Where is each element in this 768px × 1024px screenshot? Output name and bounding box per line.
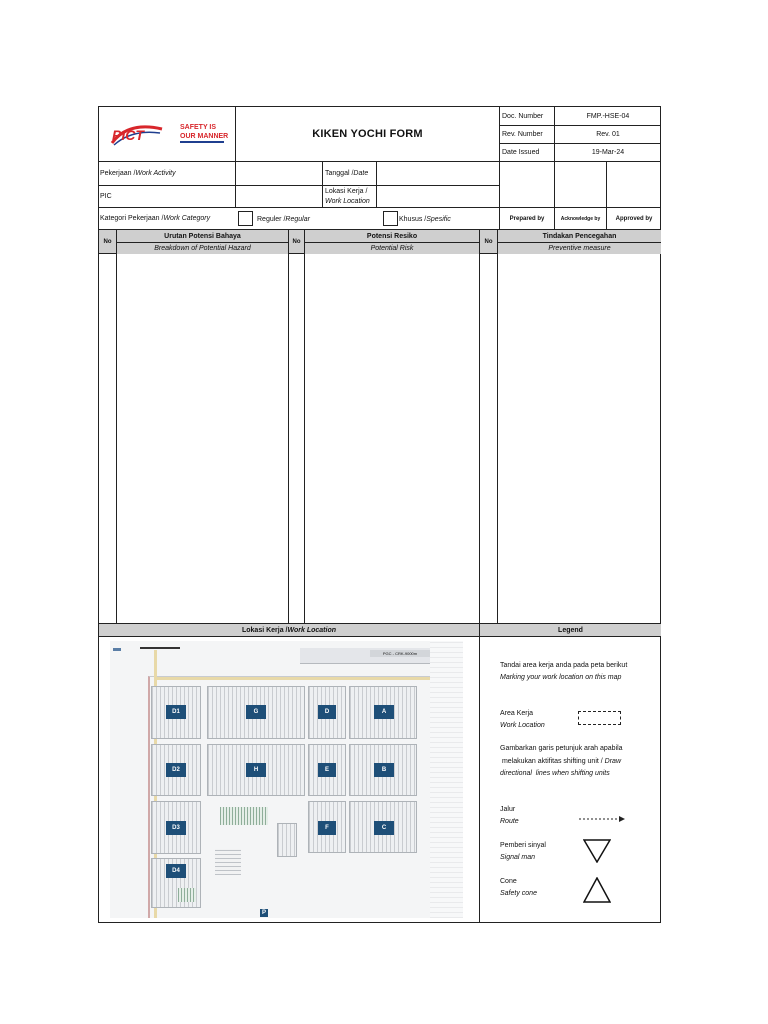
legend-route-label-en: Route bbox=[500, 818, 519, 825]
logo-cell bbox=[99, 107, 236, 162]
risk-column[interactable] bbox=[305, 254, 480, 624]
approved-by-label: Approved by bbox=[606, 208, 661, 230]
pic-label: PIC bbox=[99, 186, 236, 208]
no-column-1[interactable] bbox=[99, 254, 117, 624]
legend-draw bbox=[500, 743, 660, 781]
legend-cone-label: Cone bbox=[500, 878, 517, 885]
special-label-en: Spesific bbox=[426, 215, 451, 223]
map-green-area-2 bbox=[178, 888, 196, 902]
legend-route-label: Jalur bbox=[500, 806, 516, 813]
preventive-header-en: Preventive measure bbox=[498, 243, 661, 254]
slogan-line1: SAFETY IS bbox=[180, 124, 217, 131]
kiken-yochi-form bbox=[98, 106, 661, 923]
date-label-en: Date bbox=[353, 170, 369, 177]
map-gate-marker bbox=[113, 648, 121, 651]
legend-signal bbox=[500, 840, 580, 864]
location-label-en: Work Location bbox=[325, 198, 370, 205]
location-field[interactable] bbox=[377, 186, 499, 208]
map-block-d1[interactable]: D1 bbox=[166, 705, 186, 719]
date-field[interactable] bbox=[377, 162, 499, 186]
work-activity-label-id: Pekerjaan / bbox=[100, 170, 136, 177]
form-title: KIKEN YOCHI FORM bbox=[236, 107, 499, 162]
preventive-column[interactable] bbox=[498, 254, 661, 624]
legend-header: Legend bbox=[480, 624, 661, 637]
date-issued-label: Date Issued bbox=[499, 144, 554, 162]
route-arrow-icon bbox=[579, 810, 625, 818]
map-parking-sign: P bbox=[261, 910, 266, 916]
legend-draw-line2-en: Draw bbox=[604, 757, 622, 765]
doc-number-value: FMP.-HSE-04 bbox=[554, 107, 661, 126]
map-block-f[interactable]: F bbox=[318, 821, 336, 835]
map-block-d2[interactable]: D2 bbox=[166, 763, 186, 777]
special-checkbox[interactable] bbox=[383, 211, 398, 226]
regular-label-en: Regular bbox=[285, 215, 310, 223]
hazard-header-en: Breakdown of Potential Hazard bbox=[117, 243, 288, 254]
preventive-header bbox=[498, 230, 661, 254]
no-header-3: No bbox=[480, 230, 498, 254]
legend-area-label-en: Work Location bbox=[500, 722, 545, 729]
legend-draw-line2 bbox=[500, 756, 660, 769]
hazard-header bbox=[117, 230, 289, 254]
acknowledge-by-label: Acknowledge by bbox=[554, 208, 606, 230]
doc-number-label: Doc. Number bbox=[499, 107, 554, 126]
work-activity-field[interactable] bbox=[236, 162, 323, 186]
location-section-header bbox=[99, 624, 480, 637]
slogan-underline bbox=[180, 141, 224, 143]
terminal-map[interactable] bbox=[110, 641, 463, 918]
special-label bbox=[399, 211, 451, 227]
location-label bbox=[323, 186, 377, 208]
legend-area bbox=[500, 708, 580, 732]
map-small-yard bbox=[277, 823, 297, 857]
no-column-3[interactable] bbox=[480, 254, 498, 624]
risk-header bbox=[305, 230, 480, 254]
map-block-d[interactable]: D bbox=[318, 705, 336, 719]
regular-label-id: Reguler / bbox=[257, 215, 286, 223]
work-activity-label-en: Work Activity bbox=[135, 170, 176, 177]
map-block-h[interactable]: H bbox=[246, 763, 266, 777]
legend-cone bbox=[500, 876, 580, 900]
preventive-header-id: Tindakan Pencegahan bbox=[498, 230, 661, 243]
map-quay-label: PGC - CRK-9000m bbox=[370, 650, 430, 657]
acknowledge-sign-box[interactable] bbox=[554, 162, 606, 208]
legend-intro-en: Marking your work location on this map bbox=[500, 674, 622, 681]
legend-intro-id: Tandai area kerja anda pada peta berikut bbox=[500, 662, 628, 669]
date-issued-value: 19-Mar-24 bbox=[554, 144, 661, 162]
map-block-e[interactable]: E bbox=[318, 763, 336, 777]
legend-cone-label-en: Safety cone bbox=[500, 890, 537, 897]
map-block-b[interactable]: B bbox=[374, 763, 394, 777]
work-area-symbol bbox=[578, 711, 621, 725]
location-label-id: Lokasi Kerja / bbox=[325, 188, 368, 195]
map-block-d4[interactable]: D4 bbox=[166, 864, 186, 878]
map-parking-rows bbox=[215, 849, 241, 875]
legend-signal-label-en: Signal man bbox=[500, 854, 536, 861]
work-activity-label bbox=[99, 162, 236, 186]
map-block-c[interactable]: C bbox=[374, 821, 394, 835]
legend-intro bbox=[500, 660, 660, 684]
regular-checkbox[interactable] bbox=[238, 211, 253, 226]
map-block-d3[interactable]: D3 bbox=[166, 821, 186, 835]
safety-cone-icon bbox=[583, 877, 611, 903]
approved-sign-box[interactable] bbox=[606, 162, 661, 208]
prepared-by-label: Prepared by bbox=[499, 208, 554, 230]
category-label-id: Kategori Pekerjaan / bbox=[100, 215, 164, 222]
no-header-2: No bbox=[289, 230, 305, 254]
pic-field[interactable] bbox=[236, 186, 323, 208]
location-section-header-en: Work Location bbox=[287, 626, 336, 634]
map-block-g[interactable]: G bbox=[246, 705, 266, 719]
legend-area-label: Area Kerja bbox=[500, 710, 534, 717]
risk-header-en: Potential Risk bbox=[305, 243, 479, 254]
legend-draw-line3: directional lines when shifting units bbox=[500, 770, 610, 777]
regular-label bbox=[257, 211, 310, 227]
legend-route bbox=[500, 804, 580, 828]
slogan-line2: OUR MANNER bbox=[180, 133, 229, 140]
legend-signal-label: Pemberi sinyal bbox=[500, 842, 546, 849]
slogan bbox=[180, 123, 228, 143]
map-entry-road bbox=[140, 647, 180, 653]
date-label bbox=[323, 162, 377, 186]
hazard-header-id: Urutan Potensi Bahaya bbox=[117, 230, 288, 243]
logo-text: PICT bbox=[112, 127, 144, 143]
map-road-north bbox=[154, 677, 434, 680]
map-berth-area bbox=[430, 641, 463, 918]
hazard-column[interactable] bbox=[117, 254, 289, 624]
legend-draw-line1: Gambarkan garis petunjuk arah apabila bbox=[500, 745, 623, 752]
rev-number-value: Rev. 01 bbox=[554, 126, 661, 144]
map-green-area bbox=[220, 807, 268, 825]
no-column-2[interactable] bbox=[289, 254, 305, 624]
risk-header-id: Potensi Resiko bbox=[305, 230, 479, 243]
category-label-en: Work Category bbox=[163, 215, 211, 222]
no-header-1: No bbox=[99, 230, 117, 254]
prepared-sign-box[interactable] bbox=[499, 162, 554, 208]
pict-logo bbox=[108, 123, 164, 147]
signal-man-icon bbox=[583, 839, 611, 863]
location-section-header-id: Lokasi Kerja / bbox=[241, 626, 288, 634]
rev-number-label: Rev. Number bbox=[499, 126, 554, 144]
special-label-id: Khusus / bbox=[399, 215, 427, 223]
legend-draw-line2-id: melakukan aktifitas shifting unit / bbox=[500, 757, 605, 765]
map-block-a[interactable]: A bbox=[374, 705, 394, 719]
date-label-id: Tanggal / bbox=[325, 170, 354, 177]
